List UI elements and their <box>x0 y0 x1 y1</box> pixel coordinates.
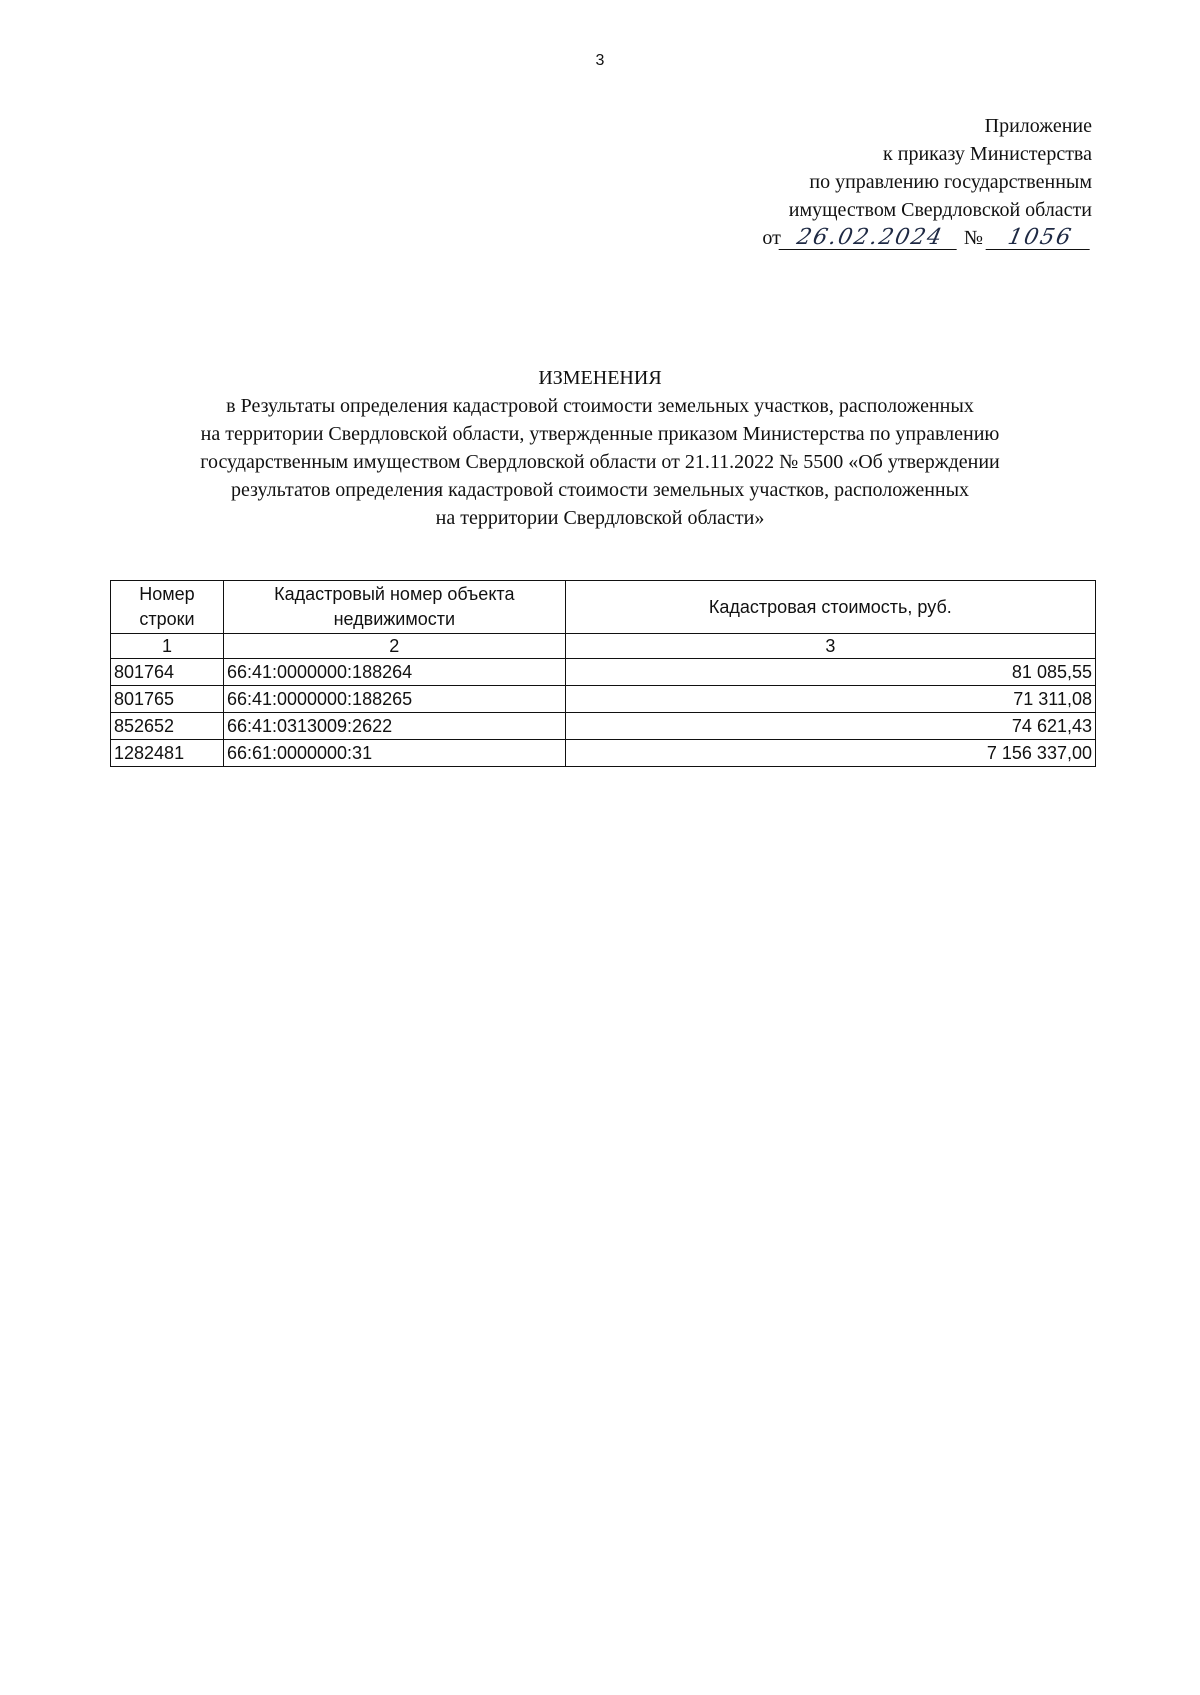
title-line: государственным имуществом Свердловской области от 21.11.2022 № 5500 «Об утверждении <box>200 451 1000 473</box>
table-header-row <box>111 581 1096 634</box>
cadastral-value-cell: 81 085,55 <box>565 659 1095 686</box>
header-text: строки <box>139 609 195 629</box>
header-row-number <box>111 581 224 634</box>
title-line: в Результаты определения кадастровой стоимости земельных участков, расположенных <box>226 395 974 417</box>
appendix-line: имуществом Свердловской области <box>788 199 1092 221</box>
column-index: 2 <box>223 634 565 659</box>
header-cadastral-value: Кадастровая стоимость, руб. <box>565 581 1095 634</box>
appendix-block <box>672 112 1092 252</box>
header-text: Номер <box>139 584 195 604</box>
cadastral-value-table <box>110 580 1096 767</box>
title-heading: ИЗМЕНЕНИЯ <box>538 367 662 389</box>
appendix-line: Приложение <box>984 115 1092 137</box>
number-prefix: № <box>963 227 983 249</box>
appendix-line: к приказу Министерства <box>883 143 1092 165</box>
header-text: недвижимости <box>333 609 456 629</box>
table-row <box>111 713 1096 740</box>
appendix-line: по управлению государственным <box>809 171 1092 193</box>
header-cadastral-number <box>223 581 565 634</box>
column-index-row <box>111 634 1096 659</box>
date-prefix: от <box>762 227 781 249</box>
document-title <box>0 364 1200 532</box>
page-number: 3 <box>595 52 605 69</box>
title-line: на территории Свердловской области» <box>435 507 765 529</box>
header-text: Кадастровый номер объекта <box>274 584 515 604</box>
row-number-cell: 801765 <box>111 686 224 713</box>
row-number-cell: 852652 <box>111 713 224 740</box>
column-index: 3 <box>565 634 1095 659</box>
cadastral-number-cell: 66:61:0000000:31 <box>223 740 565 767</box>
handwritten-number: 1056 <box>986 227 1095 250</box>
order-reference <box>672 224 1092 252</box>
row-number-cell: 1282481 <box>111 740 224 767</box>
cadastral-number-cell: 66:41:0313009:2622 <box>223 713 565 740</box>
table-row <box>111 686 1096 713</box>
column-index: 1 <box>111 634 224 659</box>
cadastral-number-cell: 66:41:0000000:188265 <box>223 686 565 713</box>
handwritten-date: 26.02.2024 <box>778 227 961 250</box>
cadastral-value-cell: 71 311,08 <box>565 686 1095 713</box>
cadastral-number-cell: 66:41:0000000:188264 <box>223 659 565 686</box>
cadastral-value-cell: 7 156 337,00 <box>565 740 1095 767</box>
title-line: на территории Свердловской области, утвержденные приказом Министерства по управлению <box>200 423 1000 445</box>
title-line: результатов определения кадастровой стоимости земельных участков, расположенных <box>230 479 970 501</box>
table-row <box>111 659 1096 686</box>
table-row <box>111 740 1096 767</box>
cadastral-value-cell: 74 621,43 <box>565 713 1095 740</box>
row-number-cell: 801764 <box>111 659 224 686</box>
